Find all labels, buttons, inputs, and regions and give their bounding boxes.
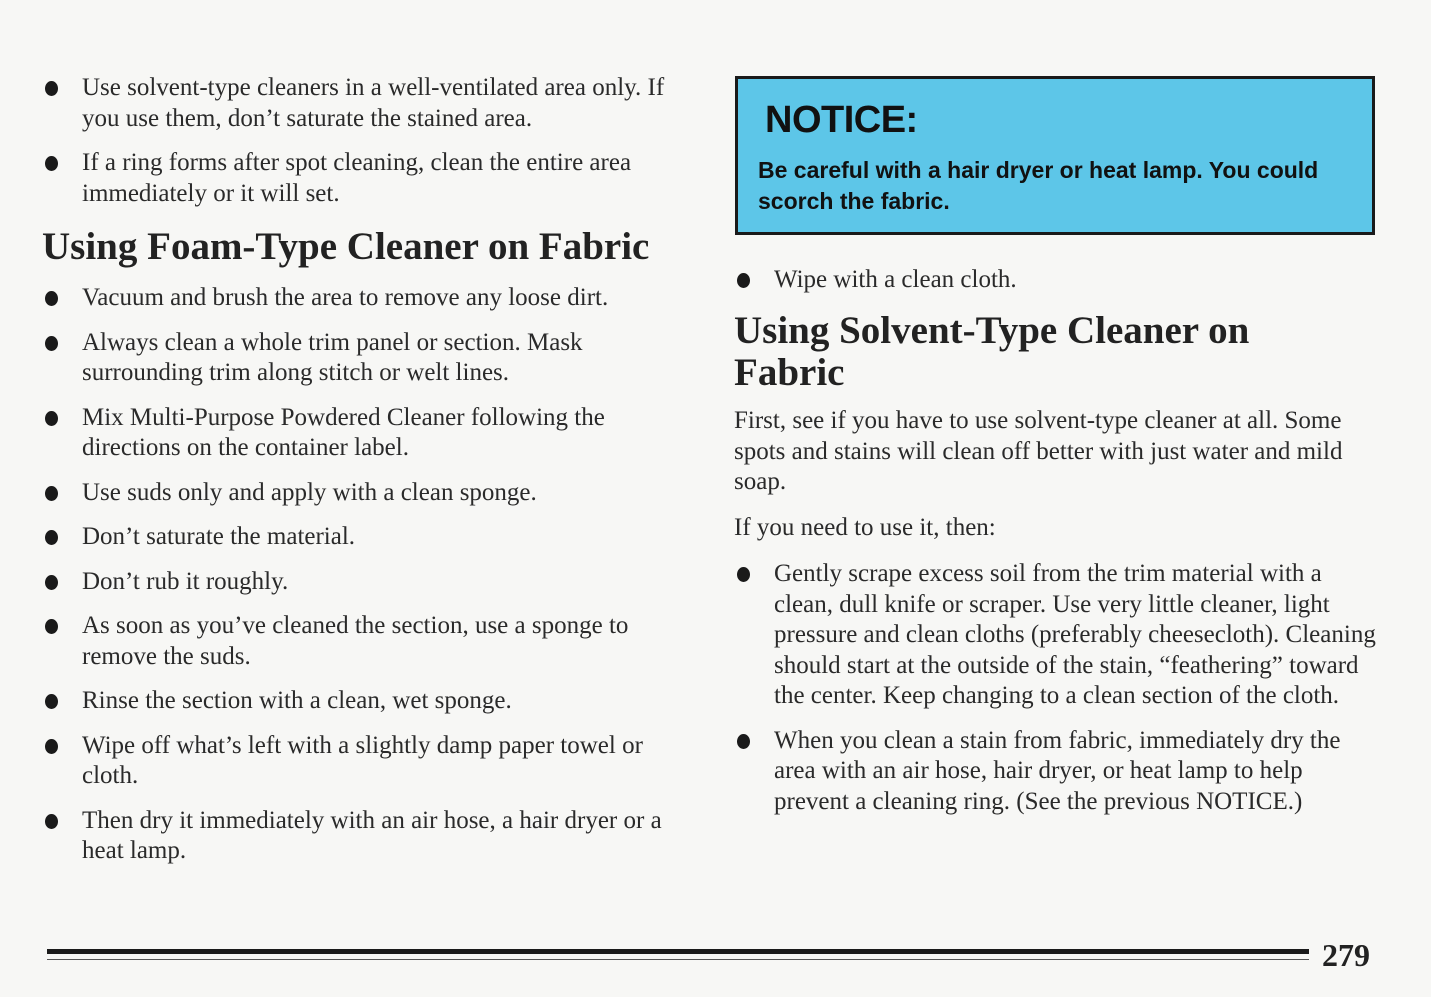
list-item: Wipe off what’s left with a slightly damp paper towel or cloth. bbox=[42, 731, 687, 792]
notice-text: Be careful with a hair dryer or heat lamp. You could scorch the fabric. bbox=[758, 157, 1319, 214]
foam-heading: Using Foam-Type Cleaner on Fabric bbox=[42, 225, 650, 268]
list-item: Then dry it immediately with an air hose, a hair dryer or a heat lamp. bbox=[42, 806, 687, 867]
list-item: Gently scrape excess soil from the trim material with a clean, dull knife or scraper. Use very little cleaner, light pressure and clean cloths (preferably cheesecloth). Cleaning should start at the outside of the stain, “feathering” toward the center. Keep changing to a clean section of the cloth. bbox=[734, 559, 1379, 712]
bullet-icon bbox=[45, 739, 58, 754]
list-item: Mix Multi-Purpose Powdered Cleaner following the directions on the container label. bbox=[42, 403, 687, 464]
list-item: Don’t saturate the material. bbox=[42, 522, 687, 553]
notice-title: NOTICE: bbox=[765, 99, 918, 141]
bullet-icon bbox=[737, 734, 750, 749]
notice-box bbox=[735, 76, 1375, 235]
bullet-icon bbox=[45, 530, 58, 545]
page-number: 279 bbox=[1322, 937, 1370, 973]
solvent-bullet-list bbox=[734, 559, 1379, 817]
bullet-icon bbox=[45, 694, 58, 709]
bullet-icon bbox=[45, 486, 58, 501]
solvent-heading bbox=[734, 310, 1374, 394]
bullet-icon bbox=[737, 567, 750, 582]
footer-rule bbox=[47, 945, 1309, 965]
footer-rule-thin bbox=[47, 959, 1309, 960]
bullet-icon bbox=[45, 411, 58, 426]
bullet-icon bbox=[45, 814, 58, 829]
list-item: Wipe with a clean cloth. bbox=[734, 265, 1374, 296]
bullet-icon bbox=[45, 619, 58, 634]
list-item: When you clean a stain from fabric, immediately dry the area with an air hose, hair dryer, or heat lamp to help prevent a cleaning ring. (See the previous NOTICE.) bbox=[734, 726, 1379, 818]
then-paragraph: If you need to use it, then: bbox=[734, 514, 996, 541]
bullet-icon bbox=[45, 575, 58, 590]
list-item: Always clean a whole trim panel or section. Mask surrounding trim along stitch or welt lines. bbox=[42, 328, 687, 389]
list-item: Vacuum and brush the area to remove any loose dirt. bbox=[42, 283, 687, 314]
top-bullet-list bbox=[42, 73, 682, 209]
list-item: Use suds only and apply with a clean sponge. bbox=[42, 478, 687, 509]
list-item: Use solvent-type cleaners in a well-ventilated area only. If you use them, don’t saturate the stained area. bbox=[42, 73, 682, 134]
foam-bullet-list bbox=[42, 283, 687, 867]
solvent-heading-line1: Using Solvent-Type Cleaner on bbox=[734, 309, 1250, 352]
solvent-heading-line2: Fabric bbox=[734, 351, 845, 394]
list-item: Don’t rub it roughly. bbox=[42, 567, 687, 598]
wipe-bullet-list bbox=[734, 265, 1374, 296]
bullet-icon bbox=[45, 156, 58, 171]
intro-paragraph: First, see if you have to use solvent-type cleaner at all. Some spots and stains will clean off better with just water and mild soap. bbox=[734, 407, 1343, 495]
footer-rule-thick bbox=[47, 949, 1309, 954]
list-item: Rinse the section with a clean, wet sponge. bbox=[42, 686, 687, 717]
bullet-icon bbox=[45, 336, 58, 351]
bullet-icon bbox=[737, 273, 750, 288]
list-item: As soon as you’ve cleaned the section, use a sponge to remove the suds. bbox=[42, 611, 687, 672]
list-item: If a ring forms after spot cleaning, clean the entire area immediately or it will set. bbox=[42, 148, 682, 209]
bullet-icon bbox=[45, 81, 58, 96]
bullet-icon bbox=[45, 291, 58, 306]
